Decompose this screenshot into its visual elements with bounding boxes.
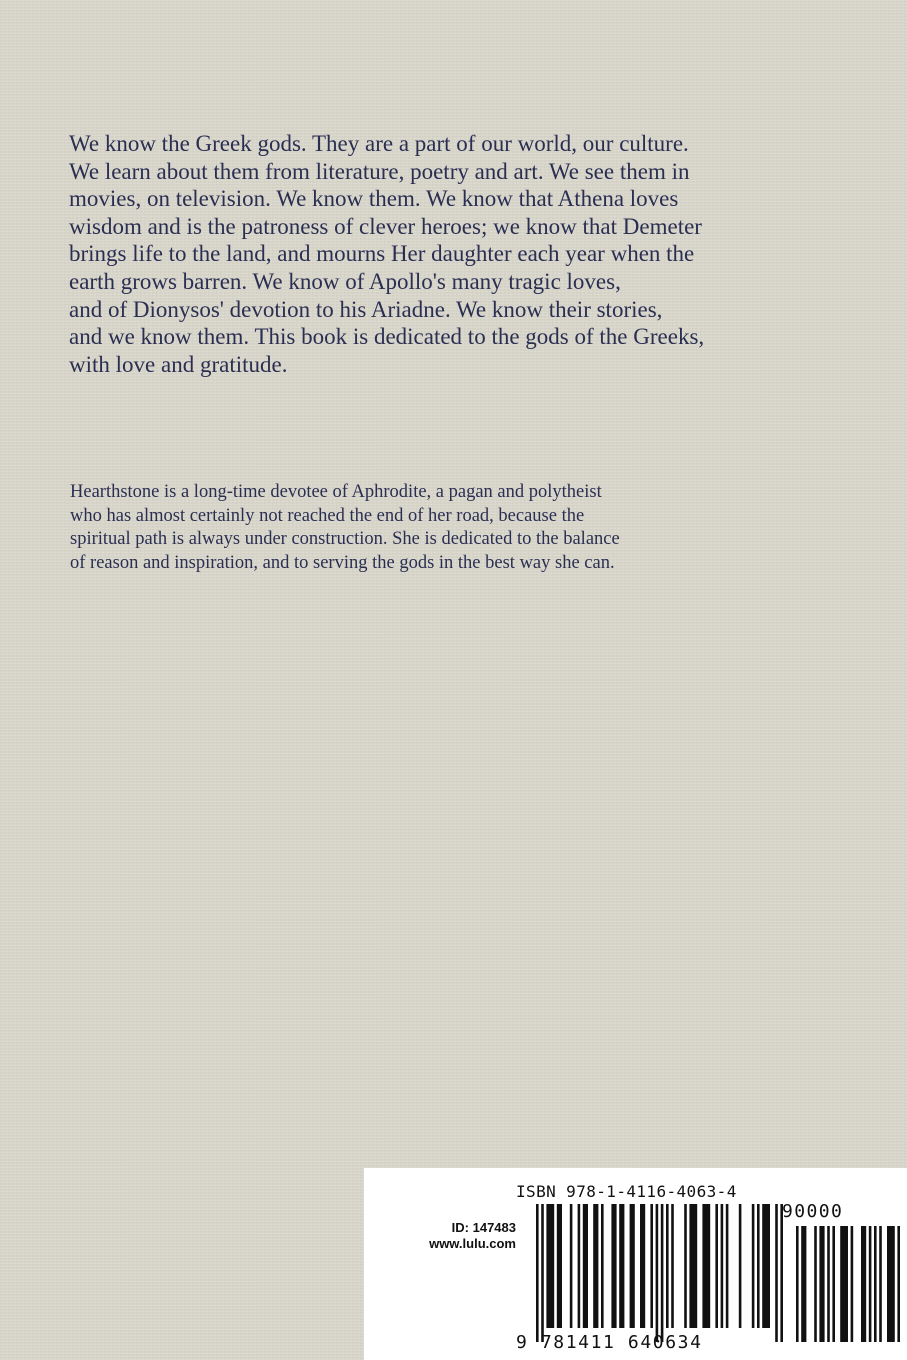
bio-line: of reason and inspiration, and to serving the gods in the best way she can. — [70, 552, 615, 573]
addon-bar — [887, 1226, 895, 1342]
addon-bar — [861, 1226, 866, 1342]
barcode-bar — [689, 1204, 697, 1328]
addon-bar — [827, 1226, 830, 1342]
barcode-bar — [757, 1204, 760, 1328]
barcode-bar — [702, 1204, 710, 1328]
addon-bar — [814, 1226, 817, 1342]
blurb-line: We know the Greek gods. They are a part of our world, our culture. — [69, 131, 689, 156]
barcode-guard-bar — [536, 1204, 539, 1342]
barcode-bar — [583, 1204, 588, 1328]
barcode-bar — [666, 1204, 669, 1328]
bio-line: Hearthstone is a long-time devotee of Aphrodite, a pagan and polytheist — [70, 482, 602, 502]
barcode-bar — [601, 1204, 604, 1328]
blurb-line: earth grows barren. We know of Apollo's many tragic loves, — [69, 268, 621, 294]
bio-line: spiritual path is always under construction. She is dedicated to the balance — [70, 529, 620, 550]
addon-bar — [832, 1226, 835, 1342]
barcode-bar — [726, 1204, 729, 1328]
barcode-bar — [671, 1204, 674, 1328]
blurb-line: We learn about them from literature, poetry and art. We see them in — [69, 158, 690, 184]
publisher-info — [390, 1220, 516, 1252]
blurb-line: and we know them. This book is dedicated to the gods of the Greeks, — [69, 324, 705, 350]
barcode-bar — [578, 1204, 581, 1328]
barcode-bar — [640, 1204, 645, 1328]
barcode-bar — [650, 1204, 653, 1328]
price-addon-digits: 90000 — [782, 1201, 844, 1222]
addon-bar — [819, 1226, 824, 1342]
blurb-line: movies, on television. We know them. We know that Athena loves — [69, 186, 679, 212]
ean-digits: 9 781411 640634 — [516, 1332, 703, 1353]
barcode-bar — [684, 1204, 687, 1328]
barcode-bar — [546, 1204, 554, 1328]
barcode-bar — [739, 1204, 742, 1328]
addon-bar — [874, 1226, 877, 1342]
addon-bar — [801, 1226, 806, 1342]
isbn-barcode-label — [364, 1168, 907, 1360]
barcode-bar — [752, 1204, 755, 1328]
addon-bar — [869, 1226, 872, 1342]
barcode-guard-bar — [775, 1204, 778, 1342]
publisher-id: ID: 147483 — [451, 1220, 516, 1235]
barcode-bar — [593, 1204, 598, 1328]
addon-bar — [879, 1226, 882, 1342]
addon-bar — [851, 1226, 854, 1342]
addon-bar — [840, 1226, 848, 1342]
blurb-line: wisdom and is the patroness of clever heroes; we know that Demeter — [69, 213, 702, 239]
blurb-line: with love and gratitude. — [69, 351, 288, 377]
barcode-guard-bar — [661, 1204, 664, 1342]
blurb-line: and of Dionysos' devotion to his Ariadne. We know their stories, — [69, 296, 663, 322]
author-bio — [70, 481, 810, 575]
addon-bar — [897, 1226, 900, 1342]
bio-line: who has almost certainly not reached the end of her road, because the — [70, 505, 585, 526]
barcode-bar — [630, 1204, 635, 1328]
book-blurb — [69, 130, 869, 378]
addon-bar — [796, 1226, 799, 1342]
isbn-number: ISBN 978-1-4116-4063-4 — [516, 1182, 737, 1201]
barcode-guard-bar — [541, 1204, 544, 1342]
barcode-guard-bar — [780, 1204, 783, 1342]
barcode-bar — [570, 1204, 573, 1328]
barcode-bar — [721, 1204, 724, 1328]
barcode-bar — [762, 1204, 770, 1328]
barcode-guard-bar — [656, 1204, 659, 1342]
blurb-line: brings life to the land, and mourns Her daughter each year when the — [69, 241, 695, 267]
barcode-bar — [619, 1204, 624, 1328]
barcode-bar — [611, 1204, 616, 1328]
barcode-bar — [557, 1204, 562, 1328]
barcode-bar — [715, 1204, 718, 1328]
publisher-url: www.lulu.com — [429, 1236, 516, 1251]
